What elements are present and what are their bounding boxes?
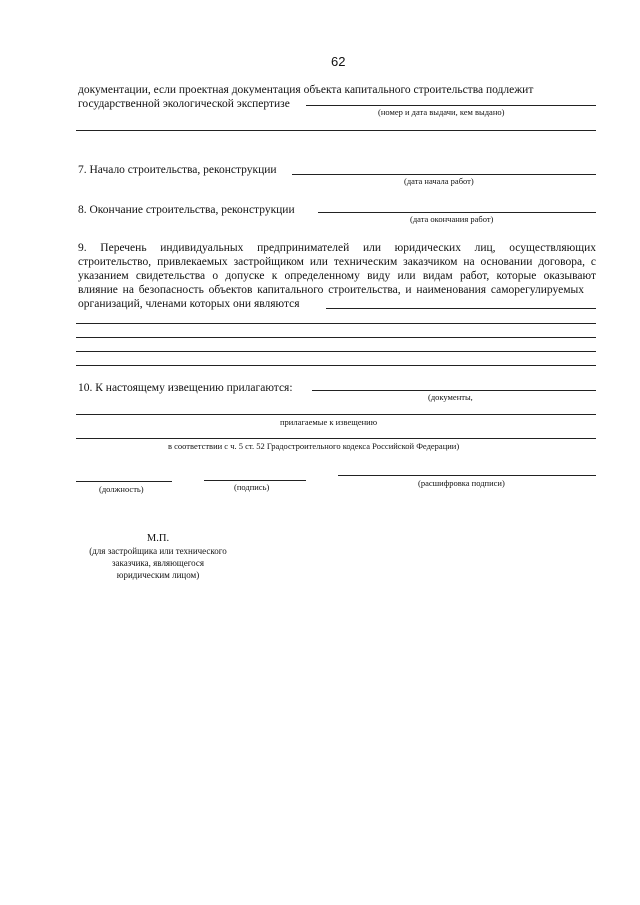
expertise-caption: (номер и дата выдачи, кем выдано) — [378, 107, 505, 117]
attachments-field-line-2[interactable] — [76, 414, 596, 415]
attachments-field-line-3[interactable] — [76, 438, 596, 439]
item-9-line-2: строительство, привлекаемых застройщиком или техническим заказчиком на основании договора, с — [78, 256, 596, 268]
stamp-line-3: юридическим лицом) — [116, 570, 200, 580]
item-9-line-3: указанием свидетельства о допуске к определенному виду или видам работ, которые оказывают — [78, 270, 596, 282]
stamp-mp: М.П. — [146, 533, 170, 544]
contractors-field-line-2[interactable] — [76, 323, 596, 324]
contractors-field-line-1[interactable] — [326, 308, 596, 309]
decoding-caption: (расшифровка подписи) — [418, 478, 505, 488]
position-field-line[interactable] — [76, 481, 172, 482]
signature-field-line[interactable] — [204, 480, 306, 481]
attachments-caption-1: (документы, — [428, 392, 473, 402]
end-date-field-line[interactable] — [318, 212, 596, 213]
stamp-line-1: (для застройщика или технического — [89, 546, 227, 556]
intro-line-2: государственной экологической экспертизе — [78, 98, 290, 110]
item-8-label: 8. Окончание строительства, реконструкции — [78, 204, 295, 216]
item-7-label: 7. Начало строительства, реконструкции — [78, 164, 277, 176]
item-9-line-4: влияние на безопасность объектов капитального строительства, и наименования саморегулируемых — [78, 284, 584, 296]
contractors-field-line-3[interactable] — [76, 337, 596, 338]
position-caption: (должность) — [99, 484, 144, 494]
contractors-field-line-4[interactable] — [76, 351, 596, 352]
end-date-caption: (дата окончания работ) — [410, 214, 494, 224]
attachments-caption-2: прилагаемые к извещению — [280, 417, 378, 427]
item-9-line-5: организаций, членами которых они являются — [78, 298, 300, 310]
decoding-field-line[interactable] — [338, 475, 596, 476]
start-date-caption: (дата начала работ) — [404, 176, 474, 186]
start-date-field-line[interactable] — [292, 174, 596, 175]
signature-caption: (подпись) — [234, 482, 270, 492]
attachments-field-line-1[interactable] — [312, 390, 596, 391]
page-number: 62 — [331, 54, 346, 69]
attachments-caption-3: в соответствии с ч. 5 ст. 52 Градостроительного кодекса Российской Федерации) — [168, 441, 460, 451]
item-9-line-1: 9. Перечень индивидуальных предпринимателей или юридических лиц, осуществляющих — [78, 242, 596, 254]
expertise-field-line[interactable] — [306, 105, 596, 106]
stamp-line-2: заказчика, являющегося — [111, 558, 205, 568]
intro-line-1: документации, если проектная документация объекта капитального строительства подлежит — [78, 84, 534, 96]
item-10-label: 10. К настоящему извещению прилагаются: — [78, 382, 293, 394]
contractors-field-line-5[interactable] — [76, 365, 596, 366]
expertise-field-line-2[interactable] — [76, 130, 596, 131]
